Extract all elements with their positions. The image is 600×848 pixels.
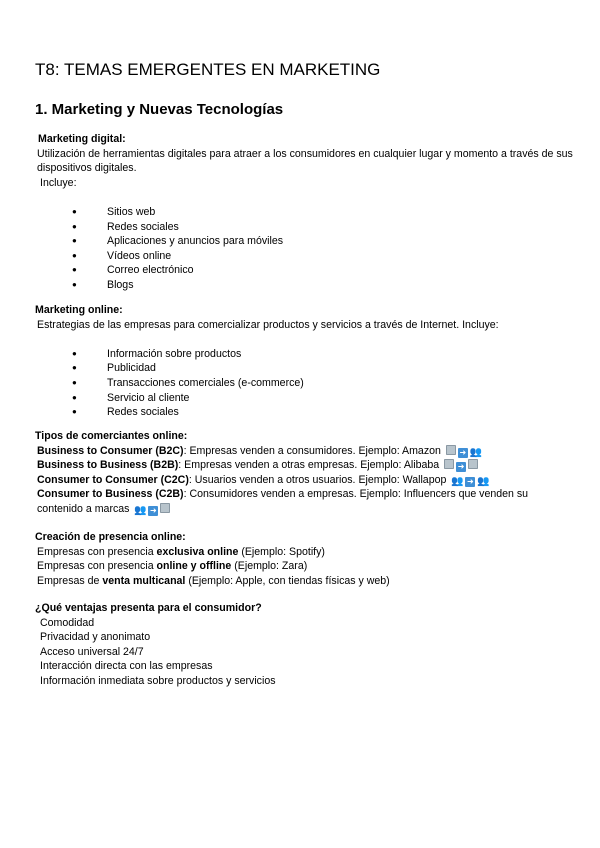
presencia-row — [35, 559, 575, 574]
presencia-post: (Ejemplo: Spotify) — [238, 545, 325, 558]
presencia-row — [35, 574, 575, 589]
presencia-row — [35, 545, 575, 560]
document-title: T8: TEMAS EMERGENTES EN MARKETING — [35, 60, 381, 79]
marketing-online-text: Estrategias de las empresas para comercializar productos y servicios a través de Internet. Incluye: — [37, 318, 499, 331]
marketing-digital-heading: Marketing digital: — [38, 133, 126, 145]
tipos-row-c2b — [35, 487, 575, 516]
marketing-online-heading: Marketing online: — [35, 304, 123, 316]
list-item: ● Publicidad — [35, 361, 575, 376]
presencia-block — [35, 530, 575, 588]
arrow-right-icon: ➜ — [457, 462, 465, 472]
people-icon: 👥 — [477, 475, 490, 487]
list-item: ● Transacciones comerciales (e-commerce) — [35, 376, 575, 391]
tipo-label: Consumer to Consumer (C2C) — [37, 473, 189, 486]
presencia-pre: Empresas con presencia — [37, 545, 157, 558]
list-item: ● Redes sociales — [35, 405, 575, 420]
building-icon — [160, 503, 170, 513]
ventajas-heading: ¿Qué ventajas presenta para el consumidor? — [35, 602, 262, 614]
tipos-row-b2c — [35, 444, 575, 459]
marketing-online-list — [35, 347, 575, 420]
people-icon: 👥 — [134, 504, 147, 516]
tipo-text: : Empresas venden a otras empresas. Ejemplo: Alibaba — [178, 459, 440, 472]
presencia-post: (Ejemplo: Apple, con tiendas físicas y web) — [185, 574, 390, 587]
tipos-row-c2c — [35, 473, 575, 488]
marketing-online-block — [35, 303, 575, 420]
ventaja-item: Comodidad — [40, 616, 95, 629]
building-icon — [444, 459, 454, 469]
presencia-pre: Empresas con presencia — [37, 560, 157, 573]
marketing-digital-list — [35, 205, 575, 293]
presencia-bold: exclusiva online — [156, 545, 239, 558]
tipos-block — [35, 429, 575, 517]
building-icon — [446, 445, 456, 455]
list-item: ● Información sobre productos — [35, 347, 575, 362]
list-item: ● Servicio al cliente — [35, 391, 575, 406]
tipos-heading: Tipos de comerciantes online: — [35, 430, 188, 442]
arrow-right-icon: ➜ — [459, 447, 467, 457]
people-icon: 👥 — [451, 475, 464, 487]
list-item: ● Sitios web — [35, 205, 575, 220]
tipo-text: : Empresas venden a consumidores. Ejemplo: Amazon — [183, 444, 441, 457]
list-item: ● Aplicaciones y anuncios para móviles — [35, 234, 575, 249]
tipo-text: : Consumidores venden a empresas. Ejemplo: Influencers que venden su contenido a marcas — [37, 488, 529, 515]
people-icon: 👥 — [469, 446, 483, 458]
ventaja-item: Interacción directa con las empresas — [40, 660, 213, 673]
arrow-right-icon: ➜ — [150, 505, 157, 515]
building-icon — [468, 459, 478, 469]
list-item: ● Correo electrónico — [35, 263, 575, 278]
tipo-text: : Usuarios venden a otros usuarios. Ejemplo: Wallapop — [188, 473, 447, 486]
tipo-label: Consumer to Business (C2B) — [37, 488, 184, 501]
list-item: ● Redes sociales — [35, 220, 575, 235]
tipos-row-b2b — [35, 458, 575, 473]
tipo-label: Business to Consumer (B2C) — [37, 444, 184, 457]
tipo-label: Business to Business (B2B) — [37, 459, 179, 472]
ventajas-block — [35, 601, 575, 689]
marketing-digital-includes: Incluye: — [40, 176, 77, 189]
list-item: ● Blogs — [35, 278, 575, 293]
presencia-post: (Ejemplo: Zara) — [231, 560, 308, 573]
ventaja-item: Acceso universal 24/7 — [40, 645, 144, 658]
marketing-digital-block — [35, 132, 575, 293]
ventaja-item: Información inmediata sobre productos y servicios — [40, 674, 276, 687]
section-heading: 1. Marketing y Nuevas Tecnologías — [35, 101, 284, 118]
presencia-bold: venta multicanal — [102, 574, 186, 587]
arrow-right-icon: ➜ — [466, 476, 474, 486]
presencia-bold: online y offline — [156, 560, 232, 573]
presencia-pre: Empresas de — [37, 574, 103, 587]
marketing-digital-text: Utilización de herramientas digitales para atraer a los consumidores en cualquier lugar y momento a través de sus dispositivos digitales. — [37, 147, 573, 175]
ventaja-item: Privacidad y anonimato — [40, 631, 151, 644]
list-item: ● Vídeos online — [35, 249, 575, 264]
presencia-heading: Creación de presencia online: — [35, 531, 186, 543]
